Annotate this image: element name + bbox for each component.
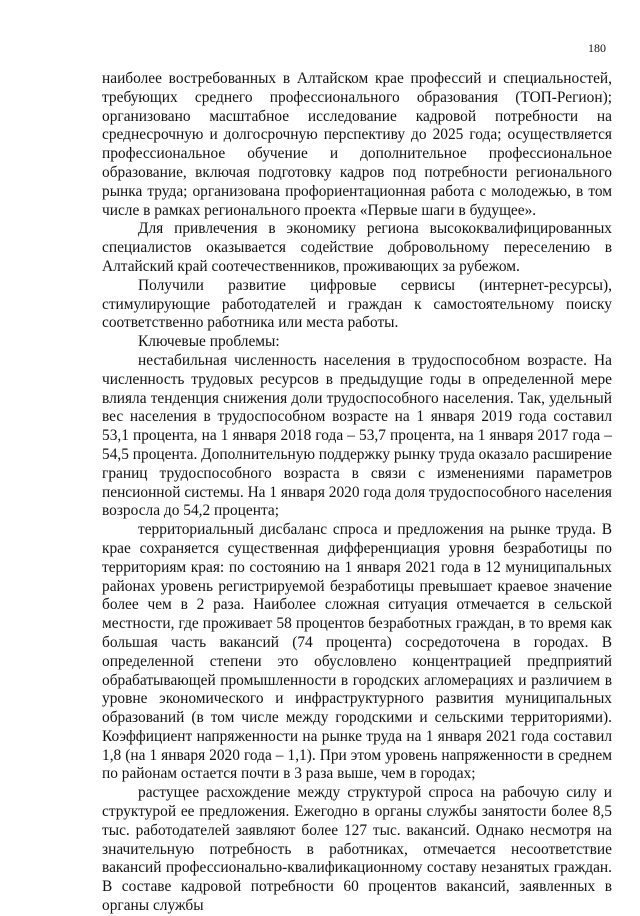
paragraph-digital-services: Получили развитие цифровые сервисы (интернет-ресурсы), стимулирующие работодателей и граждан к самостоятельному поиску соответственно работника или места работы.: [102, 276, 612, 332]
paragraph-demand-supply-gap: растущее расхождение между структурой спроса на рабочую силу и структурой ее предложения. Ежегодно в органы службы занятости более 8,5 тыс. работодателей заявляют более 127 тыс. вакансий. Однако несмотря на значительную потребность в работниках, отмечается несоответствие вакансий профессионально-квалификационному составу незанятых граждан. В составе кадровой потребности 60 процентов вакансий, заявленных в органы службы: [102, 784, 612, 915]
page-number: 180: [588, 41, 606, 55]
document-body: [102, 70, 612, 916]
paragraph-population-instability: нестабильная численность населения в трудоспособном возрасте. На численность трудовых ресурсов в предыдущие годы в определенной мере влияла тенденция снижения доли трудоспособного населения. Так, удельный вес населения в трудоспособном возрасте на 1 января 2019 года составил 53,1 процента, на 1 января 2018 года – 53,7 процента, на 1 января 2017 года – 54,5 процента. Дополнительную поддержку рынку труда оказало расширение границ трудоспособного возраста в связи с изменениями параметров пенсионной системы. На 1 января 2020 года доля трудоспособного населения возросла до 54,2 процента;: [102, 351, 612, 520]
paragraph-top-regions: наиболее востребованных в Алтайском крае профессий и специальностей, требующих среднего профессионального образования (ТОП-Регион); организовано масштабное исследование кадровой потребности на среднесрочную и долгосрочную перспективу до 2025 года; осуществляется профессиональное обучение и дополнительное профессиональное образование, включая подготовку кадров под потребности регионального рынка труда; организована профориентационная работа с молодежью, в том числе в рамках регионального проекта «Первые шаги в будущее».: [102, 70, 612, 219]
paragraph-key-problems-heading: Ключевые проблемы:: [138, 333, 280, 351]
paragraph-compatriots: Для привлечения в экономику региона высококвалифицированных специалистов оказывается содействие добровольному переселению в Алтайский край соотечественников, проживающих за рубежом.: [102, 220, 612, 275]
paragraph-territorial-imbalance: территориальный дисбаланс спроса и предложения на рынке труда. В крае сохраняется существенная дифференциация уровня безработицы по территориям края: по состоянию на 1 января 2021 года в 12 муниципальных районах уровень регистрируемой безработицы превышает краевое значение более чем в 2 раза. Наиболее сложная ситуация отмечается в сельской местности, где проживает 58 процентов безработных граждан, в то время как большая часть вакансий (74 процента) сосредоточена в городах. В определенной степени это обусловлено концентрацией предприятий обрабатывающей промышленности в городских агломерациях и различием в уровне экономического и инфраструктурного развития муниципальных образований (в том числе между городскими и сельскими территориями). Коэффициент напряженности на рынке труда на 1 января 2021 года составил 1,8 (на 1 января 2020 года – 1,1). При этом уровень напряженности в среднем по районам остается почти в 3 раза выше, чем в городах;: [102, 521, 612, 783]
